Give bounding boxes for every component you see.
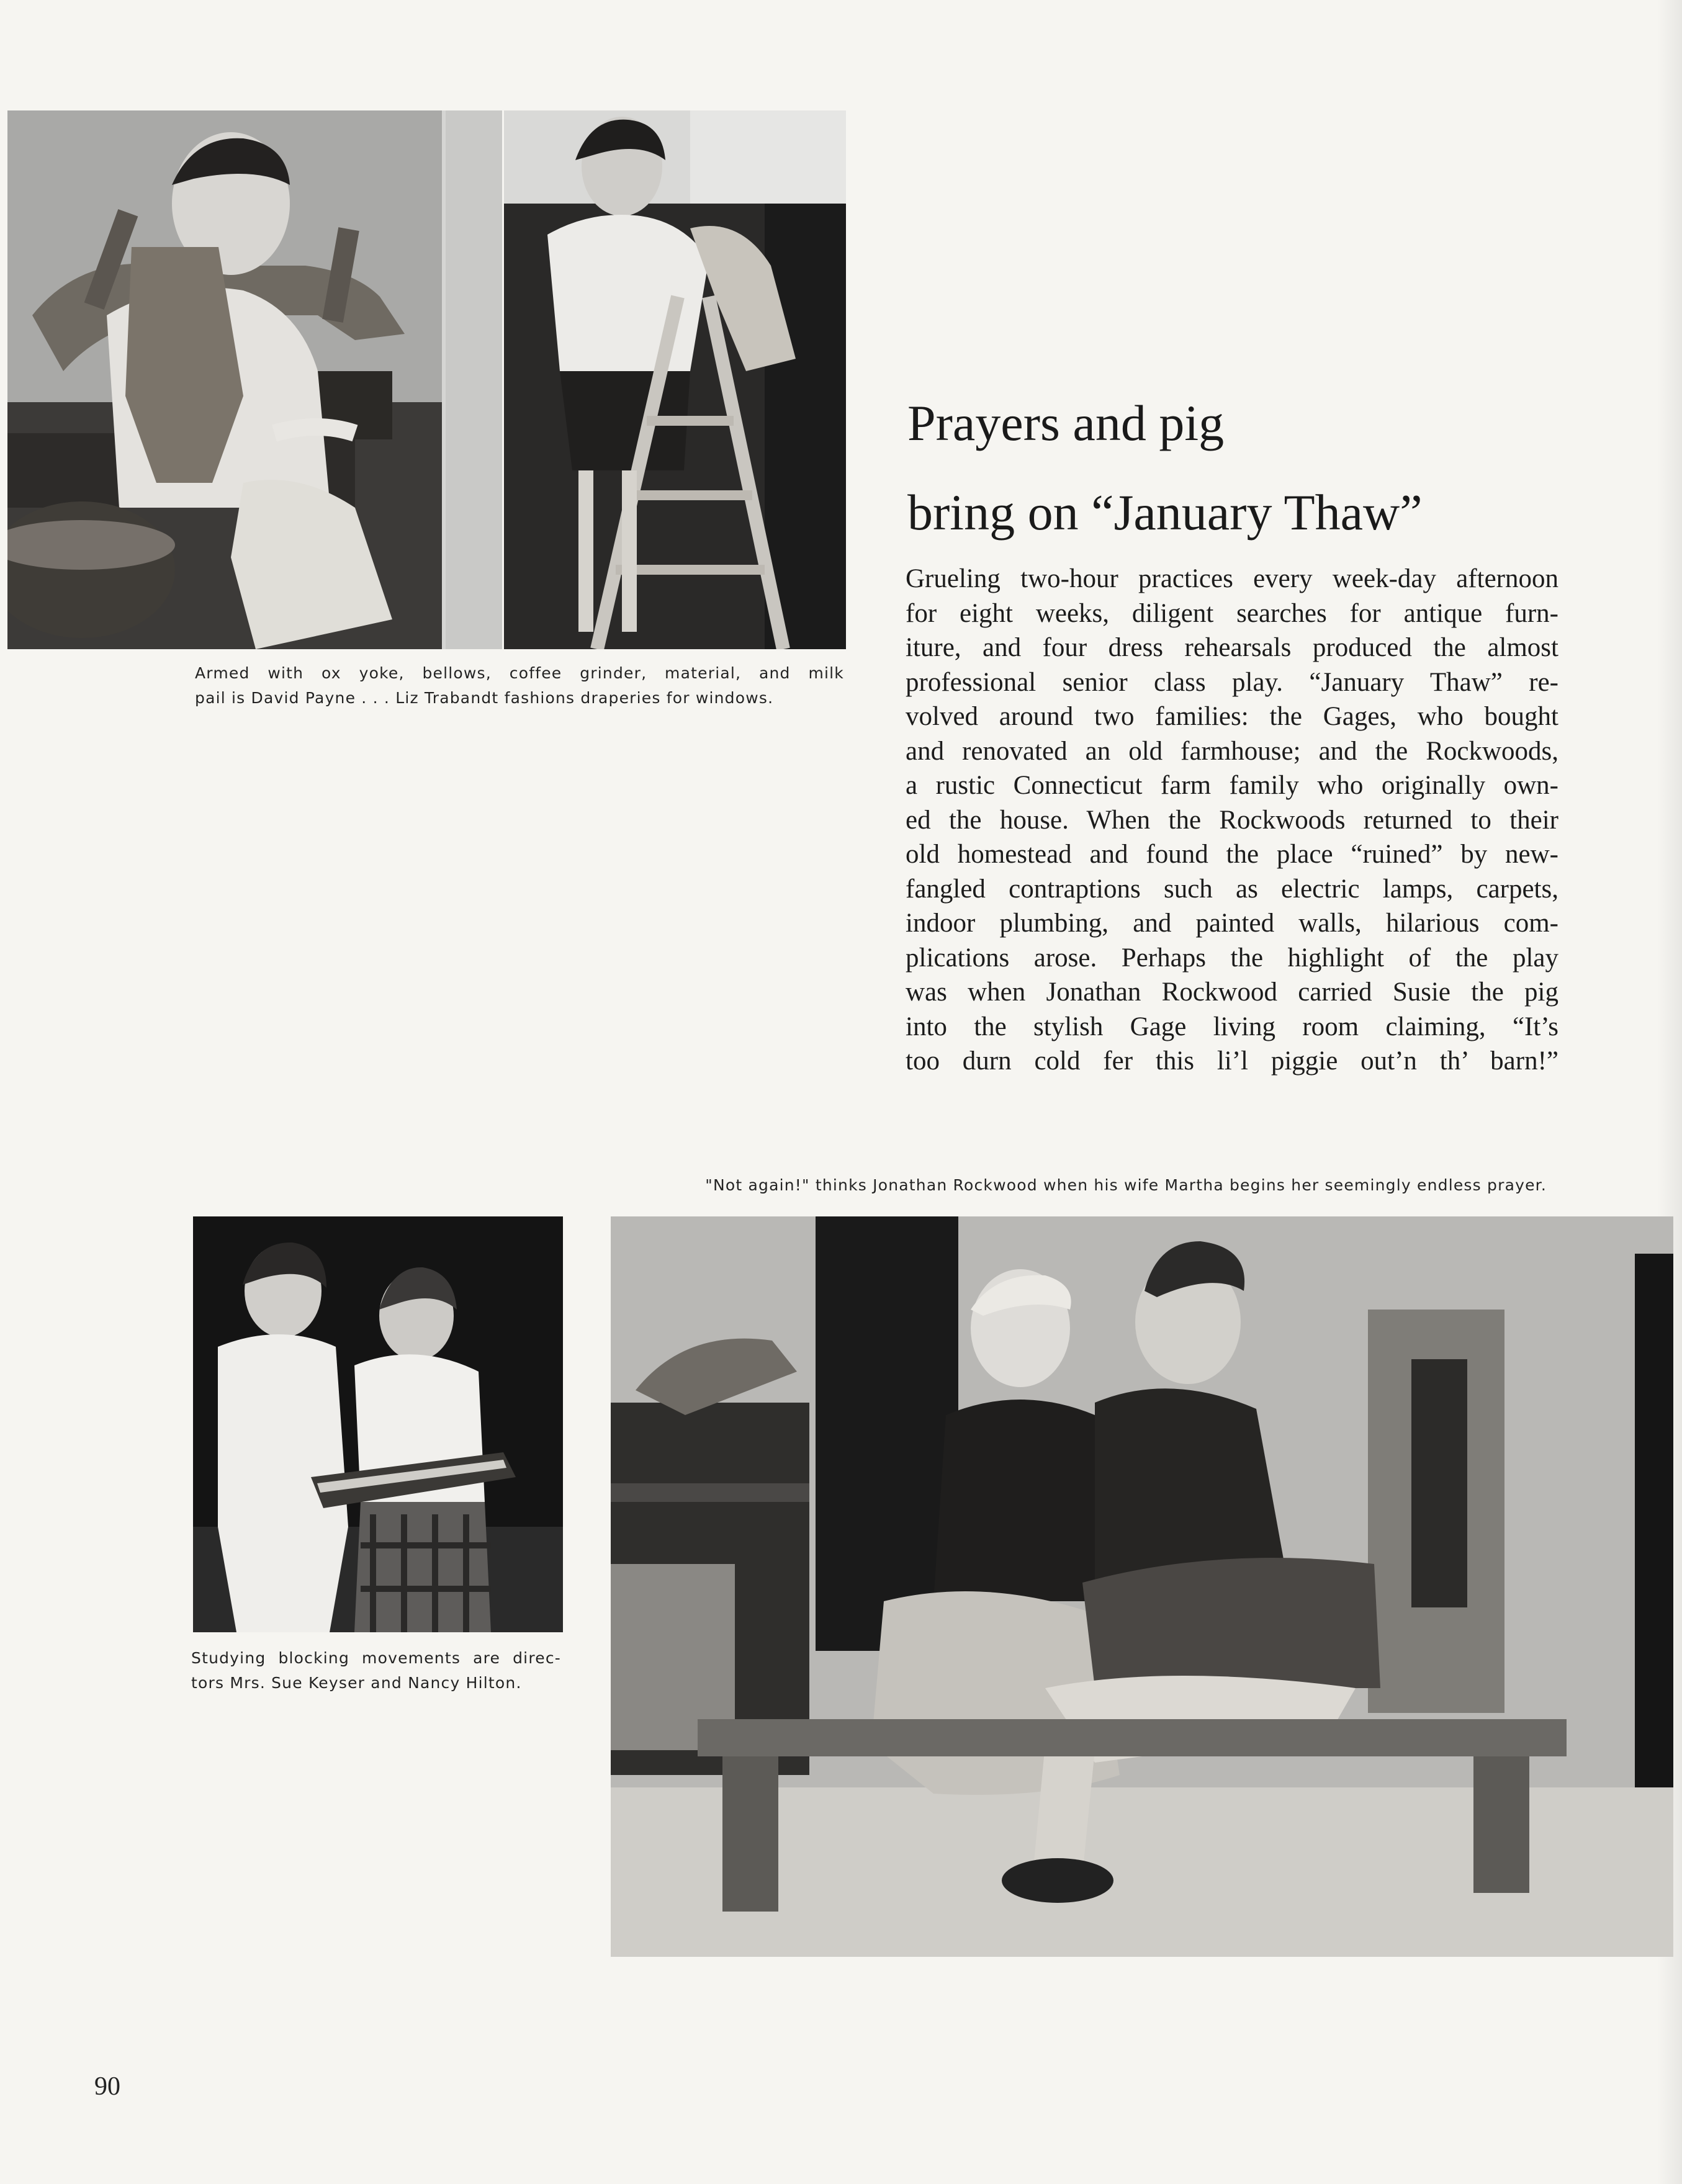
body-line: for eight weeks, diligent searches for antique furn- — [906, 598, 1558, 628]
article-title — [907, 379, 1590, 557]
body-line: iture, and four dress rehearsals produced the almost — [906, 633, 1558, 662]
caption-directors-line-1: Studying blocking movements are direc- — [191, 1649, 561, 1667]
title-line-1: Prayers and pig — [907, 394, 1225, 451]
body-line: a rustic Connecticut farm family who originally own- — [906, 771, 1558, 800]
body-line: fangled contraptions such as electric lamps, carpets, — [906, 874, 1558, 904]
caption-top-photos — [195, 661, 844, 711]
body-line: volved around two families: the Gages, who bought — [906, 702, 1558, 731]
body-line: professional senior class play. “January Thaw” re- — [906, 667, 1558, 697]
photo-david-payne — [7, 110, 502, 649]
body-line: Grueling two-hour practices every week-day afternoon — [906, 564, 1558, 593]
photo-liz-trabandt — [504, 110, 846, 649]
article-body — [906, 562, 1558, 1079]
caption-directors-line-2: tors Mrs. Sue Keyser and Nancy Hilton. — [191, 1674, 522, 1692]
caption-stage-photo: "Not again!" thinks Jonathan Rockwood when his wife Martha begins her seemingly endless prayer. — [705, 1176, 1547, 1194]
caption-top-line-2: pail is David Payne . . . Liz Trabandt fashions draperies for windows. — [195, 689, 774, 707]
body-line: too durn cold fer this li’l piggie out’n th’ barn!” — [906, 1046, 1558, 1076]
body-line: into the stylish Gage living room claiming, “It’s — [906, 1012, 1558, 1041]
page-number: 90 — [94, 2072, 120, 2101]
body-line: was when Jonathan Rockwood carried Susie the pig — [906, 977, 1558, 1007]
caption-directors — [191, 1646, 561, 1696]
photo-stage-scene — [611, 1216, 1673, 1957]
body-line: plications arose. Perhaps the highlight of the play — [906, 943, 1558, 973]
body-line: indoor plumbing, and painted walls, hilarious com- — [906, 909, 1558, 938]
body-line: ed the house. When the Rockwoods returned to their — [906, 805, 1558, 835]
caption-top-line-1: Armed with ox yoke, bellows, coffee grinder, material, and milk — [195, 664, 844, 682]
title-line-2: bring on “January Thaw” — [907, 483, 1423, 541]
body-line: old homestead and found the place “ruined” by new- — [906, 840, 1558, 869]
body-line: and renovated an old farmhouse; and the Rockwoods, — [906, 736, 1558, 766]
photo-directors — [193, 1216, 563, 1632]
